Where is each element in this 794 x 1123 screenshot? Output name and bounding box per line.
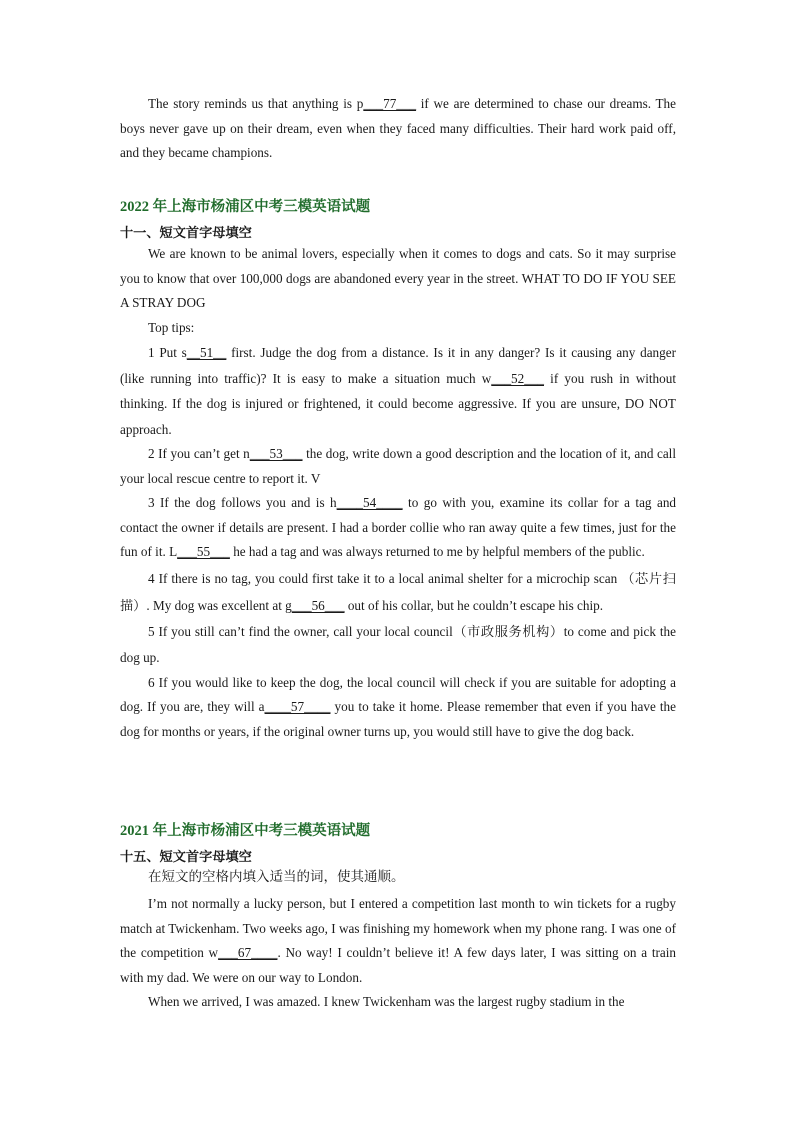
blank-51: __51__	[186, 345, 227, 360]
blank-77: ___77___	[363, 96, 417, 111]
instruction: 在短文的空格内填入适当的词，使其通顺。	[148, 869, 405, 885]
section-2022	[120, 196, 676, 744]
story-paragraph-1: I’m not normally a lucky person, but I entered a competition last month to win tickets for a rugby match at Twickenham. Two weeks ago, I was finishing my homework when my phone rang. I was one of the competition w___67____. No way! I couldn’t believe it! A few days later, I was sitting on a train with my dad. We were on our way to London.	[120, 896, 676, 985]
story-paragraph-2: When we arrived, I was amazed. I knew Twickenham was the largest rugby stadium in the	[148, 994, 625, 1009]
blank-52: ___52___	[491, 370, 544, 386]
tip-3: 3 If the dog follows you and is h____54____ to go with you, examine its collar for a tag and contact the owner if details are present. I had a border collie who ran away quite a few times, just for the fun of it. L___55___ he had a tag and was always returned to me by helpful members of the public.	[120, 495, 677, 559]
section-subtitle: 十一、短文首字母填空	[120, 225, 252, 240]
blank-55: ___55___	[177, 544, 230, 559]
tip-2: 2 If you can’t get n___53___ the dog, write down a good description and the location of it, and call your local rescue centre to report it. V	[120, 446, 677, 486]
section-2021	[120, 820, 676, 1015]
section-title: 2021 年上海市杨浦区中考三模英语试题	[120, 823, 371, 839]
blank-53: ___53___	[249, 446, 303, 461]
section-title: 2022 年上海市杨浦区中考三模英语试题	[120, 199, 371, 215]
top-tips-label: Top tips:	[148, 319, 195, 335]
tip-5: 5 If you still can’t find the owner, call your local council（市政服务机构）to come and pick the dog up.	[120, 623, 676, 665]
blank-56: ___56___	[291, 597, 345, 613]
blank-57: ____57____	[264, 699, 331, 714]
blank-67: ___67____	[218, 945, 278, 960]
tip-4: 4 If there is no tag, you could first take it to a local animal shelter for a microchip scan （芯片扫描）. My dog was excellent at g___56___ out of his collar, but he couldn’t escape his chip.	[120, 570, 676, 613]
tip-1: 1 Put s__51__ first. Judge the dog from a distance. Is it in any danger? Is it causing any danger (like running into traffic)? It is easy to make a situation much w___52___ if you rush in without thinking. If the dog is injured or frightened, it could become aggressive. If you are unsure, DO NOT approach.	[120, 345, 676, 437]
section-subtitle: 十五、短文首字母填空	[120, 849, 252, 864]
intro-paragraph: We are known to be animal lovers, especially when it comes to dogs and cats. So it may surprise you to know that over 100,000 dogs are abandoned every year in the street. WHAT TO DO IF YOU SEE A STRAY DOG	[120, 246, 676, 310]
paragraph	[120, 92, 676, 166]
text: if we are determined to chase our dreams. The boys never gave up on their dream, even when they faced many difficulties. Their hard work paid off, and they became champions.	[120, 96, 676, 160]
text: The story reminds us that anything is p	[148, 96, 364, 111]
blank-54: ____54____	[336, 495, 403, 510]
tip-6: 6 If you would like to keep the dog, the local council will check if you are suitable for adopting a dog. If you are, they will a____57____ you to take it home. Please remember that even if you have the dog for months or years, if the original owner turns up, you would still have to give the dog back.	[120, 674, 676, 739]
